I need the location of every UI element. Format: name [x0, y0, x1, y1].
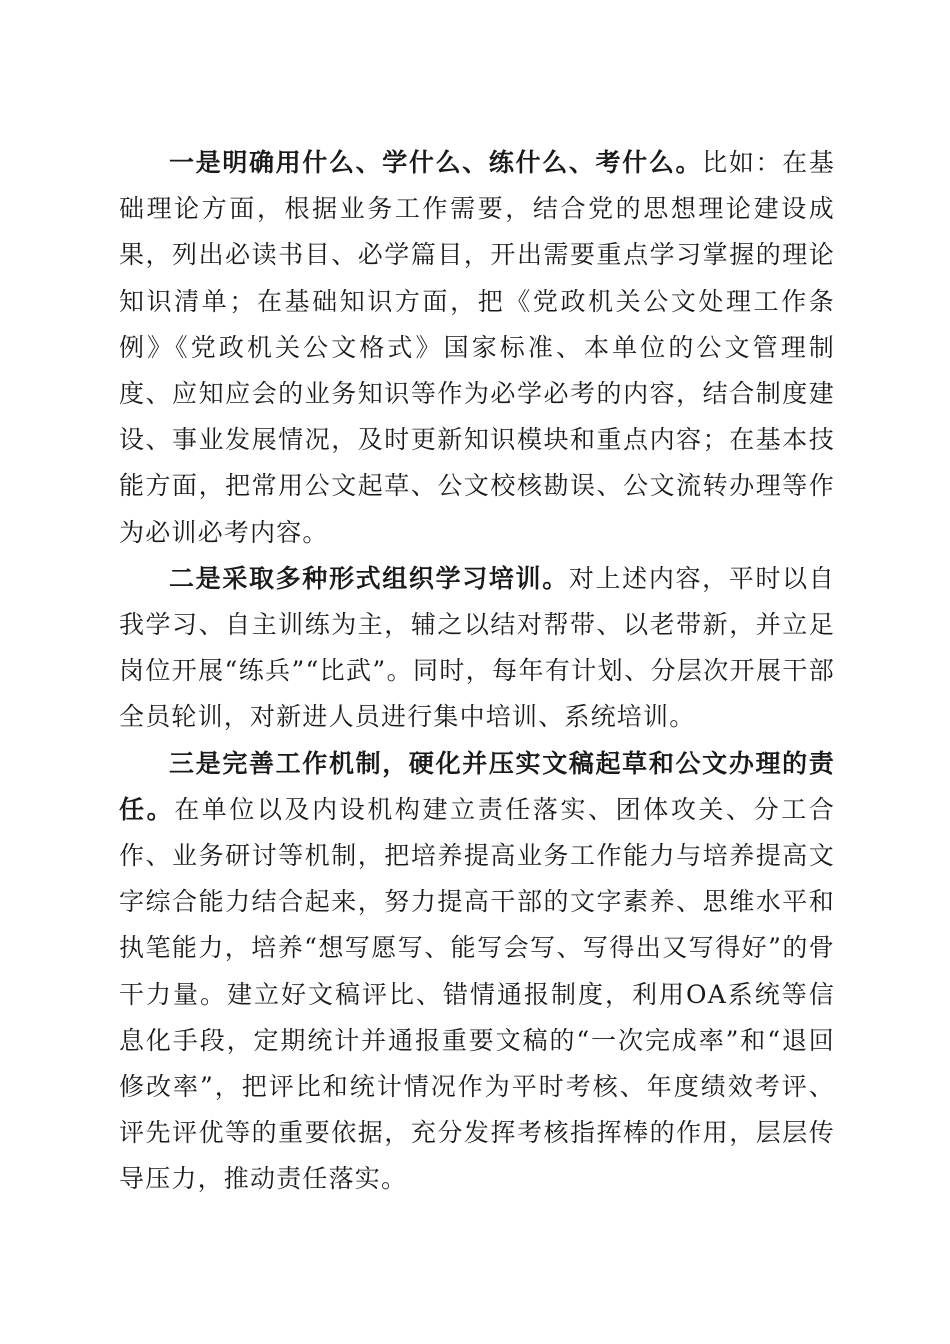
paragraph-3-body: 在单位以及内设机构建立责任落实、团体攻关、分工合作、业务研讨等机制，把培养提高业务工作能力与培养提高文字综合能力结合起来，努力提高干部的文字素养、思维水平和执笔能力，培养“想写愿写、能写会写、写得出又写得好”的骨干力量。建立好文稿评比、错情通报制度，利用OA系统等信息化手段，定期统计并通报重要文稿的“一次完成率”和“退回修改率”，把评比和统计情况作为平时考核、年度绩效考评、评先评优等的重要依据，充分发挥考核指挥棒的作用，层层传导压力，推动责任落实。 [119, 794, 835, 1194]
paragraph-1 [119, 140, 835, 556]
paragraph-1-lead: 一是明确用什么、学什么、练什么、考什么。 [169, 148, 703, 177]
document-body [119, 140, 835, 1203]
paragraph-2-body: 对上述内容，平时以自我学习、自主训练为主，辅之以结对帮带、以老带新，并立足岗位开展“练兵”“比武”。同时，每年有计划、分层次开展干部全员轮训，对新进人员进行集中培训、系统培训。 [119, 563, 835, 732]
paragraph-3-lead: 三是完善工作机制，硬化并压实文稿起草和公文办理的责任。 [119, 748, 835, 824]
paragraph-1-body: 比如：在基础理论方面，根据业务工作需要，结合党的思想理论建设成果，列出必读书目、必学篇目，开出需要重点学习掌握的理论知识清单；在基础知识方面，把《党政机关公文处理工作条例》《党政机关公文格式》国家标准、本单位的公文管理制度、应知应会的业务知识等作为必学必考的内容，结合制度建设、事业发展情况，及时更新知识模块和重点内容；在基本技能方面，把常用公文起草、公文校核勘误、公文流转办理等作为必训必考内容。 [119, 148, 835, 547]
paragraph-3 [119, 741, 835, 1203]
paragraph-2-lead: 二是采取多种形式组织学习培训。 [169, 563, 569, 593]
paragraph-2 [119, 556, 835, 741]
